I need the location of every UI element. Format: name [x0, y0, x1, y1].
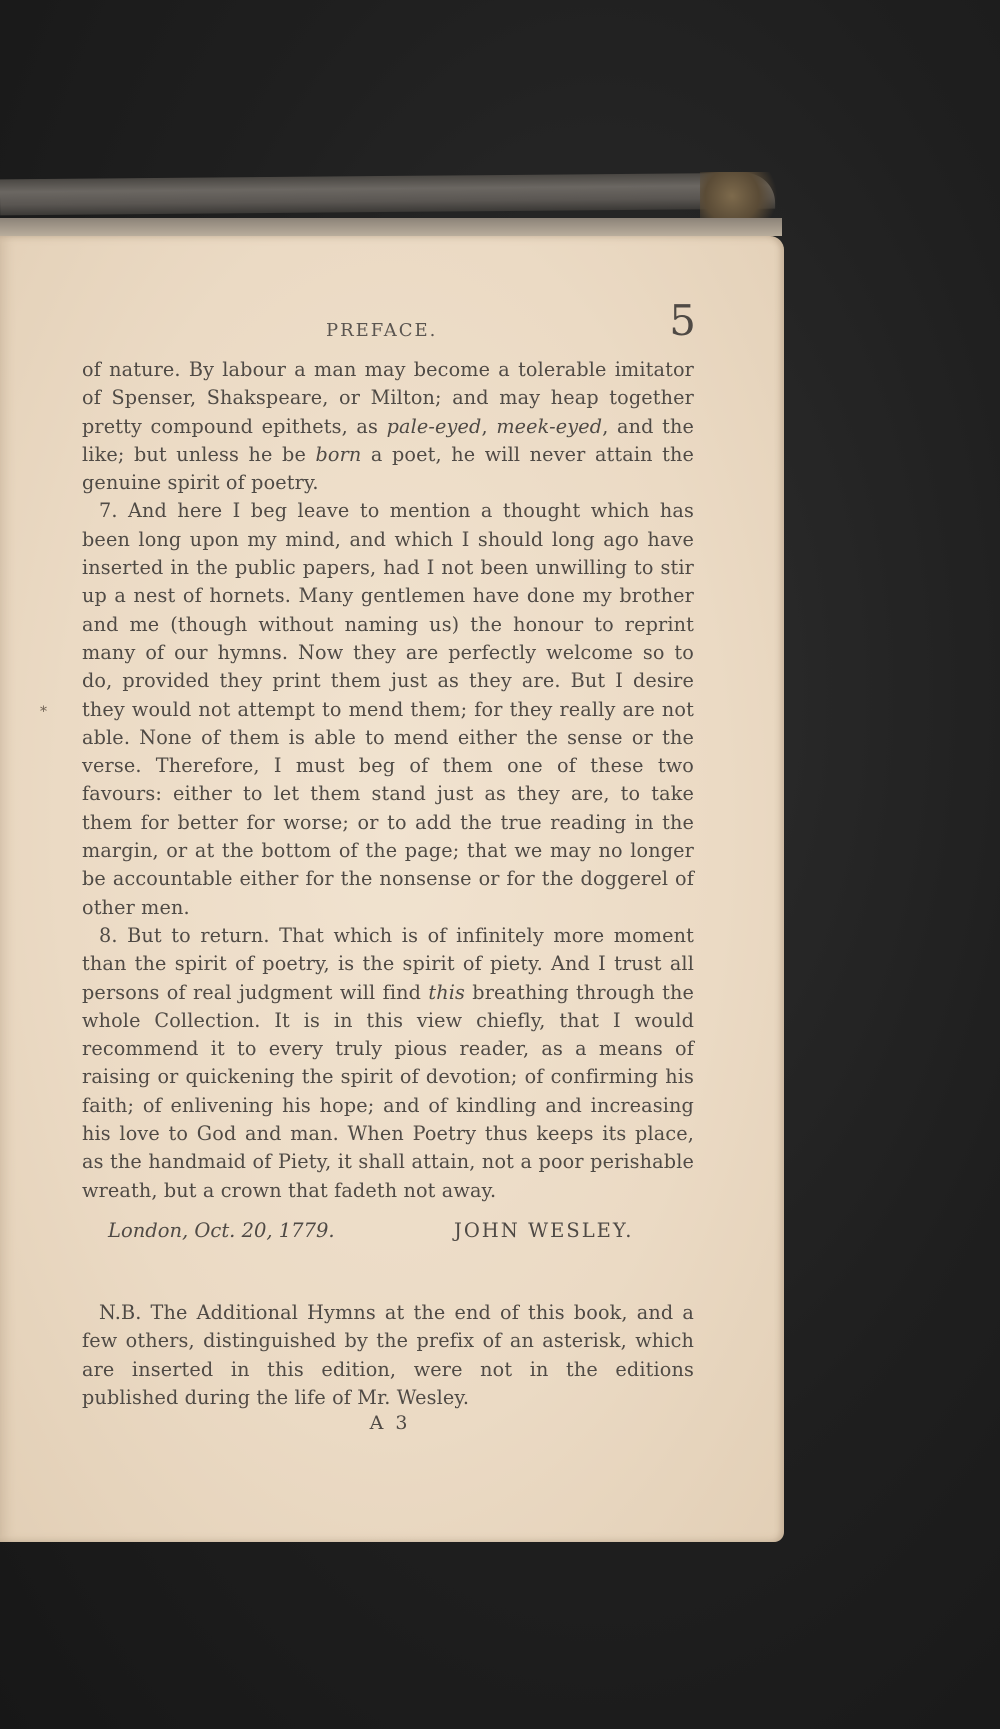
page-number: 5: [669, 296, 696, 345]
text-run: 8. But to return. That which is of infinitely more moment than the spirit of poetry, is the spirit of piety. And I trust all persons of real judgment will find: [82, 923, 694, 1004]
running-head: [82, 296, 696, 356]
text-run: , and the like; but unless he be: [82, 414, 694, 466]
signature-name: JOHN WESLEY.: [454, 1218, 634, 1242]
preface-paragraph: [82, 497, 694, 921]
page-top-edge: [0, 218, 782, 236]
preface-body: [82, 356, 694, 1205]
editorial-note: [82, 1299, 694, 1412]
italic-word: born: [315, 442, 362, 466]
book-page: [0, 236, 784, 1542]
margin-asterisk-mark: *: [40, 704, 47, 720]
signature-line: [82, 1211, 694, 1257]
text-run: 7. And here I beg leave to mention a thought which has been long upon my mind, and which I should long ago have inserted in the public papers, had I not been unwilling to stir up a nest of hornets. Many gentlemen have done my brother and me (though without naming us) the honour to reprint many of our hymns. Now they are perfectly welcome so to do, provided they print them just as they are. But I desire they would not attempt to mend them; for they really are not able. None of them is able to mend either the sense or the verse. Therefore, I must beg of them one of these two favours: either to let them stand just as they are, to take them for better for worse; or to add the true reading in the margin, or at the bottom of the page; that we may no longer be accountable either for the nonsense or for the doggerel of other men.: [82, 499, 694, 919]
editorial-note-text: N.B. The Additional Hymns at the end of this book, and a few others, distinguished by the prefix of an asterisk, which are inserted in this edition, were not in the editions published during the life of Mr. Wesley.: [82, 1300, 694, 1409]
signature-place-date: London, Oct. 20, 1779.: [108, 1218, 335, 1242]
text-run: of nature. By labour a man may become a tolerable imitator of Spenser, Shakspeare, or Milton; and may heap together pretty compound epithets, as: [82, 358, 694, 438]
text-run: a poet, he will never attain the genuine spirit of poetry.: [82, 442, 694, 495]
book-cover-edge: [0, 173, 775, 216]
page-text-block: [82, 296, 696, 1435]
running-head-title: PREFACE.: [326, 320, 438, 341]
preface-paragraph: [82, 356, 694, 497]
italic-word: pale-eyed: [386, 414, 482, 438]
preface-paragraph: [82, 922, 694, 1205]
italic-word: this: [428, 980, 466, 1004]
italic-word: meek-eyed: [496, 414, 603, 438]
text-run: ,: [481, 414, 497, 438]
printer-signature-mark: A 3: [369, 1412, 411, 1435]
text-run: breathing through the whole Collection. It is in this view chiefly, that I would recommend it to every truly pious reader, as a means of raising or quickening the spirit of devotion; of confirming his faith; of enlivening his hope; and of kindling and increasing his love to God and man. When Poetry thus keeps its place, as the handmaid of Piety, it shall attain, not a poor perishable wreath, but a crown that fadeth not away.: [82, 980, 695, 1202]
